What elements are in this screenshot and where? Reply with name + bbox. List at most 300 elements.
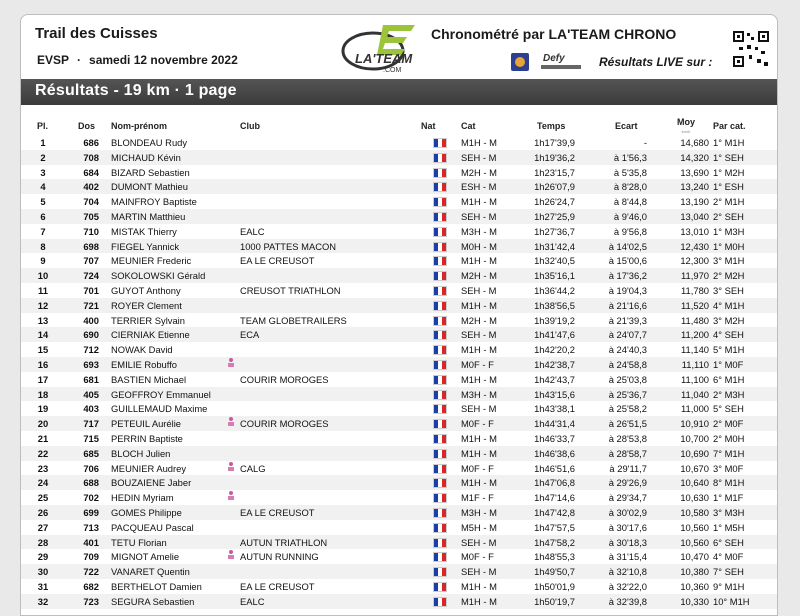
cell-category-rank: 9° M1H <box>713 580 745 592</box>
table-row[interactable] <box>21 594 777 609</box>
france-flag-icon <box>433 597 447 607</box>
table-row[interactable] <box>21 165 777 180</box>
cell-time: 1h47'57,5 <box>534 521 575 533</box>
france-flag-icon <box>433 286 447 296</box>
cell-category: M1H - M <box>461 299 497 311</box>
event-subtitle <box>37 53 238 67</box>
cell-time: 1h19'36,2 <box>534 151 575 163</box>
cell-time: 1h26'07,9 <box>534 181 575 193</box>
female-icon <box>228 462 234 472</box>
cell-speed: 14,320 <box>680 151 709 163</box>
france-flag-icon <box>433 256 447 266</box>
cell-category: M2H - M <box>461 270 497 282</box>
cell-speed: 13,040 <box>680 210 709 222</box>
cell-club: COURIR MOROGES <box>240 373 329 385</box>
cell-category-rank: 7° M1H <box>713 447 745 459</box>
cell-category-rank: 5° SEH <box>713 403 744 415</box>
cell-place: 5 <box>40 196 46 208</box>
cell-category-rank: 2° M0H <box>713 432 745 444</box>
cell-club: EALC <box>240 595 265 607</box>
table-row[interactable] <box>21 579 777 594</box>
cell-name: MISTAK Thierry <box>111 225 177 237</box>
cell-place: 30 <box>37 566 49 578</box>
cell-name: PETEUIL Aurélie <box>111 418 181 430</box>
cell-gap: à 1'56,3 <box>613 151 647 163</box>
cell-bib: 709 <box>83 551 99 563</box>
cell-bib: 402 <box>83 181 99 193</box>
france-flag-icon <box>433 434 447 444</box>
cell-gap: à 31'15,4 <box>608 551 647 563</box>
cell-gap: à 15'00,6 <box>608 255 647 267</box>
cell-bib: 705 <box>83 210 99 222</box>
cell-place: 10 <box>37 270 49 282</box>
col-moy-label: Moy <box>677 117 695 127</box>
cell-gap: à 9'56,8 <box>613 225 647 237</box>
cell-speed: 11,480 <box>681 314 709 326</box>
cell-category: M1H - M <box>461 432 497 444</box>
france-flag-icon <box>433 360 447 370</box>
cell-place: 7 <box>40 225 46 237</box>
france-flag-icon <box>433 316 447 326</box>
cell-place: 2 <box>40 151 46 163</box>
cell-place: 20 <box>37 418 49 430</box>
cell-bib: 713 <box>83 521 99 533</box>
cell-name: SOKOLOWSKI Gérald <box>111 270 206 282</box>
cell-category: ESH - M <box>461 181 497 193</box>
cell-gap: à 29'34,7 <box>608 492 647 504</box>
cell-place: 12 <box>37 299 49 311</box>
cell-category-rank: 1° M0F <box>713 358 744 370</box>
france-flag-icon <box>433 567 447 577</box>
cell-time: 1h27'36,7 <box>534 225 575 237</box>
france-flag-icon <box>433 345 447 355</box>
cell-club: 1000 PATTES MACON <box>240 240 337 252</box>
cell-category: M2H - M <box>461 314 497 326</box>
cell-bib: 403 <box>83 403 99 415</box>
table-row[interactable] <box>21 209 777 224</box>
table-row[interactable] <box>21 327 777 342</box>
cell-place: 19 <box>37 403 49 415</box>
logo-text: LA'TEAM <box>355 51 413 66</box>
cell-name: BLOCH Julien <box>111 447 171 459</box>
cell-name: MEUNIER Audrey <box>111 462 187 474</box>
event-date: samedi 12 novembre 2022 <box>89 53 238 67</box>
cell-category-rank: 2° SEH <box>713 210 744 222</box>
france-flag-icon <box>433 449 447 459</box>
france-flag-icon <box>433 582 447 592</box>
cell-gap: à 8'28,0 <box>613 181 647 193</box>
table-row[interactable] <box>21 535 777 550</box>
cell-bib: 706 <box>83 462 99 474</box>
cell-name: PACQUEAU Pascal <box>111 521 194 533</box>
cell-gap: - <box>643 137 647 148</box>
table-row[interactable] <box>21 150 777 165</box>
live-results-label: Résultats LIVE sur : <box>599 55 713 69</box>
cell-name: BERTHELOT Damien <box>111 580 202 592</box>
cell-name: BLONDEAU Rudy <box>111 137 188 148</box>
cell-name: MICHAUD Kévin <box>111 151 181 163</box>
cell-category: M2H - M <box>461 166 497 178</box>
cell-speed: 10,380 <box>680 566 709 578</box>
cell-place: 28 <box>37 536 49 548</box>
col-temps: Temps <box>537 121 566 131</box>
cell-category: M5H - M <box>461 521 497 533</box>
cell-category-rank: 1° ESH <box>713 181 744 193</box>
cell-gap: à 30'17,6 <box>608 521 647 533</box>
cell-club: EA LE CREUSOT <box>240 580 315 592</box>
cell-bib: 715 <box>83 432 99 444</box>
cell-place: 14 <box>37 329 49 341</box>
cell-bib: 685 <box>83 447 99 459</box>
cell-name: CIERNIAK Etienne <box>111 329 190 341</box>
cell-speed: 13,190 <box>680 196 709 208</box>
cell-category: SEH - M <box>461 210 497 222</box>
cell-place: 18 <box>37 388 49 400</box>
cell-place: 22 <box>37 447 49 459</box>
cell-category: M0F - F <box>461 418 494 430</box>
cell-name: PERRIN Baptiste <box>111 432 183 444</box>
cell-category: SEH - M <box>461 329 497 341</box>
france-flag-icon <box>433 390 447 400</box>
cell-category-rank: 3° SEH <box>713 284 744 296</box>
cell-category-rank: 6° M1H <box>713 373 745 385</box>
cell-name: GUILLEMAUD Maxime <box>111 403 208 415</box>
cell-place: 4 <box>40 181 46 193</box>
cell-category: M1H - M <box>461 196 497 208</box>
table-row[interactable] <box>21 253 777 268</box>
cell-time: 1h17'39,9 <box>534 137 575 148</box>
cell-bib: 693 <box>83 358 99 370</box>
cell-speed: 10,470 <box>680 551 709 563</box>
col-cat: Cat <box>461 121 476 131</box>
cell-time: 1h49'50,7 <box>534 566 575 578</box>
table-row[interactable] <box>21 505 777 520</box>
table-row[interactable] <box>21 135 777 150</box>
cell-category-rank: 8° M1H <box>713 477 745 489</box>
cell-speed: 10,330 <box>680 595 709 607</box>
cell-club: EALC <box>240 225 265 237</box>
table-row[interactable] <box>21 461 777 476</box>
cell-time: 1h36'44,2 <box>534 284 575 296</box>
cell-bib: 723 <box>83 595 99 607</box>
cell-speed: 10,360 <box>680 580 709 592</box>
cell-category: M0F - F <box>461 551 494 563</box>
cell-gap: à 9'46,0 <box>613 210 647 222</box>
cell-bib: 699 <box>83 506 99 518</box>
cell-category-rank: 4° SEH <box>713 329 744 341</box>
cell-category-rank: 4° M1H <box>713 299 745 311</box>
cell-gap: à 21'16,6 <box>608 299 647 311</box>
cell-speed: 13,690 <box>680 166 709 178</box>
cell-place: 6 <box>40 210 46 222</box>
cell-time: 1h43'38,1 <box>534 403 575 415</box>
cell-category: SEH - M <box>461 566 497 578</box>
cell-bib: 688 <box>83 477 99 489</box>
cell-place: 11 <box>38 284 48 296</box>
table-row[interactable] <box>21 268 777 283</box>
france-flag-icon <box>433 330 447 340</box>
cell-gap: à 17'36,2 <box>608 270 647 282</box>
cell-category-rank: 2° M0F <box>713 418 744 430</box>
cell-speed: 10,560 <box>680 521 709 533</box>
cell-time: 1h50'01,9 <box>534 580 575 592</box>
cell-gap: à 30'02,9 <box>608 506 647 518</box>
cell-club: COURIR MOROGES <box>240 418 329 430</box>
cell-speed: 10,690 <box>680 447 709 459</box>
cell-gap: à 8'44,8 <box>613 196 647 208</box>
france-flag-icon <box>433 478 447 488</box>
cell-bib: 686 <box>83 137 99 148</box>
cell-time: 1h47'42,8 <box>534 506 575 518</box>
cell-category: SEH - M <box>461 536 497 548</box>
cell-time: 1h43'15,6 <box>534 388 575 400</box>
cell-gap: à 32'10,8 <box>608 566 647 578</box>
cell-place: 3 <box>40 166 46 178</box>
cell-category-rank: 4° M0F <box>713 551 744 563</box>
cell-gap: à 24'07,7 <box>608 329 647 341</box>
cell-club: CALG <box>240 462 266 474</box>
cell-speed: 11,000 <box>681 403 709 415</box>
table-row[interactable] <box>21 387 777 402</box>
table-row[interactable] <box>21 313 777 328</box>
cell-place: 8 <box>40 240 46 252</box>
col-pl: Pl. <box>37 121 49 131</box>
table-row[interactable] <box>21 446 777 461</box>
cell-category: SEH - M <box>461 403 497 415</box>
france-flag-icon <box>433 227 447 237</box>
cell-gap: à 30'18,3 <box>608 536 647 548</box>
cell-time: 1h27'25,9 <box>534 210 575 222</box>
cell-bib: 701 <box>83 284 99 296</box>
cell-bib: 722 <box>83 566 99 578</box>
region-badge-icon <box>511 53 529 71</box>
cell-category-rank: 1° M0H <box>713 240 745 252</box>
cell-category-rank: 1° M1F <box>713 492 744 504</box>
table-row[interactable] <box>21 179 777 194</box>
cell-place: 15 <box>37 344 49 356</box>
table-row[interactable] <box>21 298 777 313</box>
cell-place: 16 <box>37 358 49 370</box>
cell-place: 24 <box>37 477 49 489</box>
cell-category-rank: 1° M1H <box>713 137 745 148</box>
cell-category-rank: 6° SEH <box>713 536 744 548</box>
cell-category-rank: 10° M1H <box>713 595 750 607</box>
cell-time: 1h42'20,2 <box>534 344 575 356</box>
cell-club: EA LE CREUSOT <box>240 506 315 518</box>
france-flag-icon <box>433 493 447 503</box>
cell-bib: 704 <box>83 196 99 208</box>
table-row[interactable] <box>21 549 777 564</box>
cell-name: EMILIE Robuffo <box>111 358 178 370</box>
cell-category-rank: 1° M5H <box>713 521 745 533</box>
cell-bib: 400 <box>83 314 99 326</box>
cell-category: M0F - F <box>461 358 494 370</box>
cell-speed: 13,240 <box>680 181 709 193</box>
col-nat: Nat <box>421 121 436 131</box>
cell-place: 26 <box>37 506 49 518</box>
cell-time: 1h23'15,7 <box>534 166 575 178</box>
cell-gap: à 25'36,7 <box>608 388 647 400</box>
cell-category-rank: 3° M2H <box>713 314 745 326</box>
cell-category: M1H - M <box>461 373 497 385</box>
cell-gap: à 29'11,7 <box>609 462 647 474</box>
table-row[interactable] <box>21 194 777 209</box>
cell-speed: 14,680 <box>680 137 709 148</box>
logo-subtext: .COM <box>383 67 402 74</box>
cell-speed: 10,580 <box>680 506 709 518</box>
cell-gap: à 32'39,8 <box>608 595 647 607</box>
cell-speed: 12,300 <box>680 255 709 267</box>
table-row[interactable] <box>21 490 777 505</box>
france-flag-icon <box>433 242 447 252</box>
cell-time: 1h50'19,7 <box>534 595 575 607</box>
cell-name: TERRIER Sylvain <box>111 314 185 326</box>
qr-code-icon[interactable] <box>731 29 771 69</box>
cell-place: 31 <box>37 580 49 592</box>
cell-time: 1h46'51,6 <box>534 462 575 474</box>
cell-bib: 405 <box>83 388 99 400</box>
cell-club: ECA <box>240 329 260 341</box>
cell-bib: 707 <box>83 255 99 267</box>
cell-time: 1h44'31,4 <box>534 418 575 430</box>
cell-place: 9 <box>40 255 46 267</box>
france-flag-icon <box>433 404 447 414</box>
cell-bib: 401 <box>83 536 99 548</box>
cell-category-rank: 3° M1H <box>713 255 745 267</box>
cell-gap: à 25'03,8 <box>608 373 647 385</box>
cell-speed: 10,670 <box>680 462 709 474</box>
cell-category: M1F - F <box>461 492 494 504</box>
cell-time: 1h46'38,6 <box>534 447 575 459</box>
table-row[interactable] <box>21 475 777 490</box>
lateam-logo <box>333 21 421 75</box>
table-row[interactable] <box>21 401 777 416</box>
france-flag-icon <box>433 523 447 533</box>
cell-name: ROYER Clement <box>111 299 182 311</box>
cell-club: TEAM GLOBETRAILERS <box>240 314 347 326</box>
table-row[interactable] <box>21 564 777 579</box>
france-flag-icon <box>433 182 447 192</box>
results-banner <box>21 79 777 105</box>
cell-speed: 11,100 <box>681 373 709 385</box>
cell-time: 1h47'58,2 <box>534 536 575 548</box>
cell-time: 1h42'38,7 <box>534 358 575 370</box>
france-flag-icon <box>433 375 447 385</box>
cell-gap: à 32'22,0 <box>608 580 647 592</box>
france-flag-icon <box>433 271 447 281</box>
cell-gap: à 21'39,3 <box>608 314 647 326</box>
cell-bib: 712 <box>83 344 99 356</box>
table-row[interactable] <box>21 224 777 239</box>
cell-bib: 708 <box>83 151 99 163</box>
cell-bib: 698 <box>83 240 99 252</box>
cell-speed: 11,140 <box>681 344 709 356</box>
cell-name: NOWAK David <box>111 344 173 356</box>
results-table-body <box>21 135 777 609</box>
cell-category: SEH - M <box>461 151 497 163</box>
cell-speed: 10,700 <box>680 432 709 444</box>
cell-name: BIZARD Sebastien <box>111 166 190 178</box>
cell-category: M1H - M <box>461 447 497 459</box>
cell-category: M0F - F <box>461 462 494 474</box>
table-row[interactable] <box>21 357 777 372</box>
chrono-credit: Chronométré par LA'TEAM CHRONO <box>431 26 677 42</box>
cell-club: EA LE CREUSOT <box>240 255 315 267</box>
cell-gap: à 26'51,5 <box>608 418 647 430</box>
table-row[interactable] <box>21 372 777 387</box>
cell-category: M1H - M <box>461 255 497 267</box>
cell-category: M1H - M <box>461 595 497 607</box>
cell-gap: à 25'58,2 <box>608 403 647 415</box>
france-flag-icon <box>433 197 447 207</box>
female-icon <box>228 550 234 560</box>
col-ecart: Ecart <box>615 121 638 131</box>
cell-speed: 11,780 <box>681 284 709 296</box>
cell-time: 1h47'06,8 <box>534 477 575 489</box>
cell-bib: 690 <box>83 329 99 341</box>
col-dos: Dos <box>78 121 96 131</box>
cell-name: BOUZAIENE Jaber <box>111 477 192 489</box>
cell-name: SEGURA Sebastien <box>111 595 195 607</box>
defy-logo <box>539 50 583 72</box>
cell-bib: 717 <box>83 418 99 430</box>
cell-category-rank: 2° M3H <box>713 388 745 400</box>
col-club: Club <box>240 121 260 131</box>
table-row[interactable] <box>21 416 777 431</box>
cell-name: MAINFROY Baptiste <box>111 196 197 208</box>
cell-name: GEOFFROY Emmanuel <box>111 388 211 400</box>
cell-gap: à 28'53,8 <box>608 432 647 444</box>
cell-place: 13 <box>37 314 49 326</box>
female-icon <box>228 417 234 427</box>
france-flag-icon <box>433 138 447 148</box>
cell-name: VANARET Quentin <box>111 566 190 578</box>
cell-gap: à 5'35,8 <box>613 166 647 178</box>
cell-speed: 11,040 <box>681 388 709 400</box>
cell-speed: 10,640 <box>680 477 709 489</box>
defy-logo-text: Defy <box>543 53 565 64</box>
cell-category: M3H - M <box>461 506 497 518</box>
cell-speed: 10,630 <box>680 492 709 504</box>
table-row[interactable] <box>21 520 777 535</box>
france-flag-icon <box>433 419 447 429</box>
cell-category-rank: 3° M3H <box>713 506 745 518</box>
organizer: EVSP <box>37 53 70 67</box>
table-row[interactable] <box>21 431 777 446</box>
cell-place: 32 <box>37 595 49 607</box>
cell-category: M3H - M <box>461 225 497 237</box>
table-row[interactable] <box>21 342 777 357</box>
cell-speed: 11,110 <box>681 358 709 370</box>
france-flag-icon <box>433 508 447 518</box>
table-row[interactable] <box>21 283 777 298</box>
cell-time: 1h31'42,4 <box>534 240 575 252</box>
cell-speed: 13,010 <box>680 225 709 237</box>
table-row[interactable] <box>21 239 777 254</box>
cell-category: M1H - M <box>461 344 497 356</box>
cell-category: M0H - M <box>461 240 497 252</box>
france-flag-icon <box>433 301 447 311</box>
cell-name: GUYOT Anthony <box>111 284 181 296</box>
cell-bib: 710 <box>83 225 99 237</box>
cell-club: AUTUN RUNNING <box>240 551 319 563</box>
cell-gap: à 28'58,7 <box>608 447 647 459</box>
cell-speed: 11,200 <box>681 329 709 341</box>
cell-category: M1H - M <box>461 580 497 592</box>
cell-speed: 10,560 <box>680 536 709 548</box>
france-flag-icon <box>433 168 447 178</box>
cell-category-rank: 2° M2H <box>713 270 745 282</box>
